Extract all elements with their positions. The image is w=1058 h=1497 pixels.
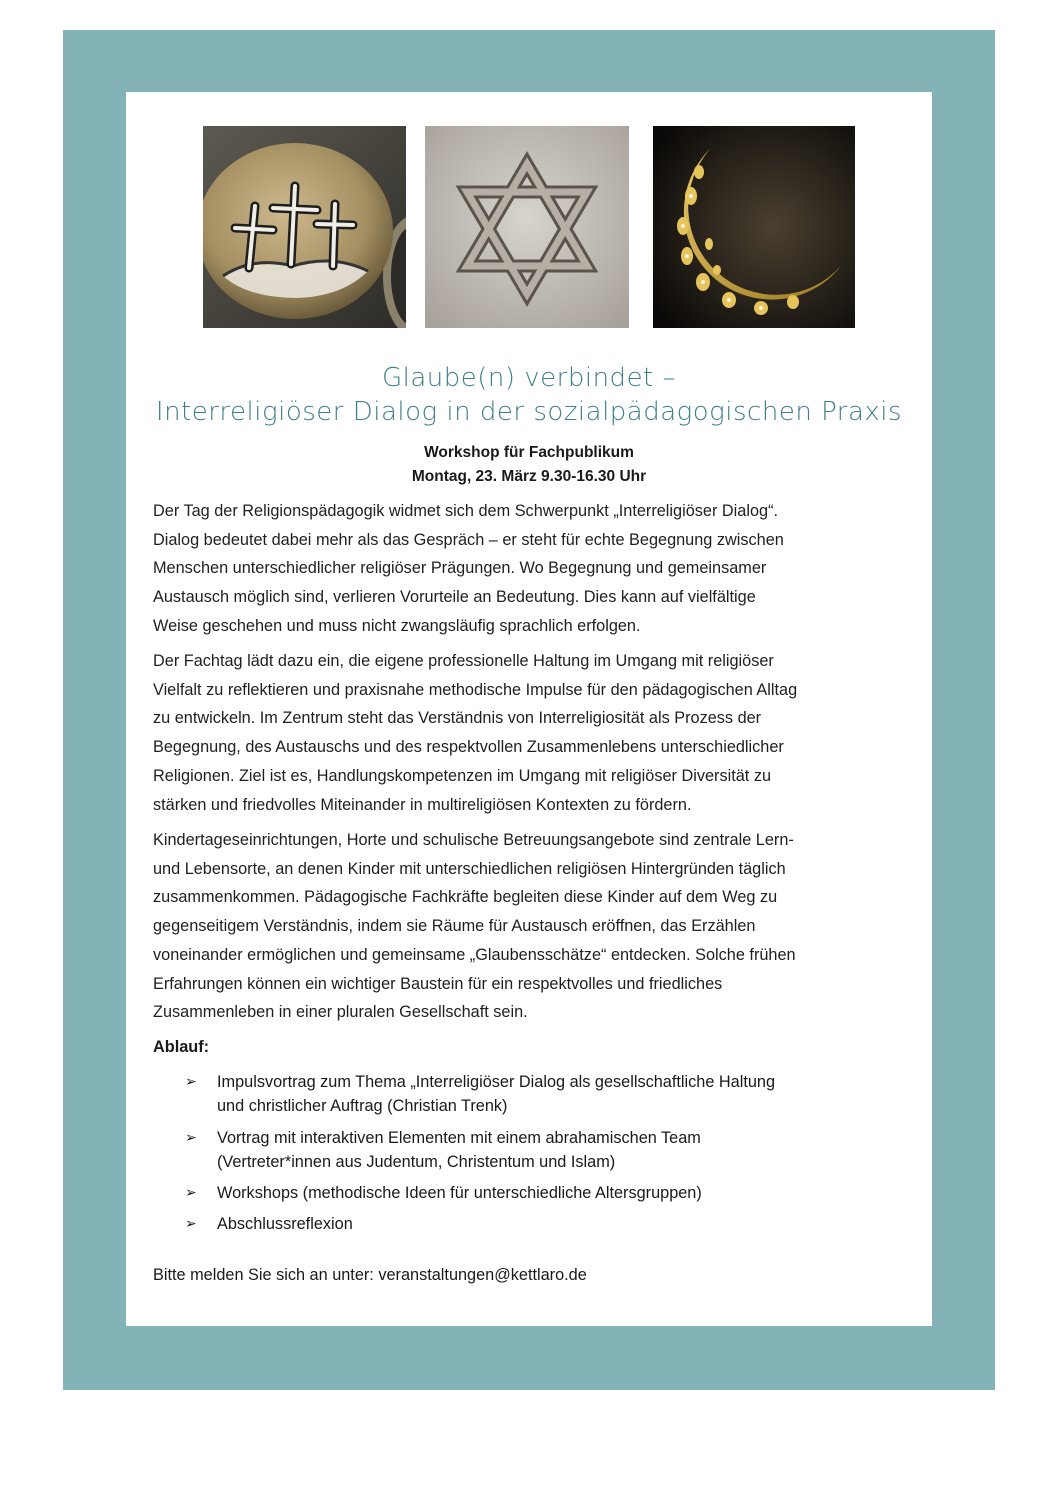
title-line-1: Glaube(n) verbindet – bbox=[381, 363, 677, 393]
list-item bbox=[185, 1070, 775, 1118]
title-line-2: Interreligiöser Dialog in der sozialpädagogischen Praxis bbox=[155, 397, 903, 427]
text-line: und Lebensorte, an denen Kinder mit unterschiedlichen religiösen Hintergründen täglich bbox=[153, 859, 786, 878]
text-line: Impulsvortrag zum Thema „Interreligiöser Dialog als gesellschaftliche Haltung bbox=[217, 1073, 776, 1091]
ablauf-heading: Ablauf: bbox=[153, 1038, 210, 1056]
signup-text: Bitte melden Sie sich an unter: bbox=[153, 1266, 379, 1284]
text-line: Weise geschehen und muss nicht zwangsläufig sprachlich erfolgen. bbox=[153, 616, 641, 635]
star-of-david-icon bbox=[425, 126, 629, 328]
arrowhead-bullet-icon: ➢ bbox=[185, 1074, 197, 1090]
paragraph-fachtag bbox=[153, 647, 873, 819]
text-line: Kindertageseinrichtungen, Horte und schulische Betreuungsangebote sind zentrale Lern- bbox=[153, 831, 794, 849]
text-line: stärken und friedvolles Miteinander in multireligiösen Kontexten zu fördern. bbox=[153, 795, 692, 814]
list-item bbox=[185, 1181, 702, 1205]
text-line: und christlicher Auftrag (Christian Trenk) bbox=[217, 1097, 508, 1115]
crescent-moon-icon bbox=[653, 126, 855, 328]
text-line: zusammenkommen. Pädagogische Fachkräfte begleiten diese Kinder auf dem Weg zu bbox=[153, 888, 778, 907]
text-line: Zusammenleben in einer pluralen Gesellschaft sein. bbox=[153, 1003, 528, 1022]
text-line: (Vertreter*innen aus Judentum, Christentum und Islam) bbox=[217, 1153, 616, 1171]
paragraph-intro bbox=[153, 497, 873, 641]
paragraph-einrichtungen bbox=[153, 826, 873, 1027]
signup-line bbox=[153, 1266, 587, 1285]
subtitle-audience: Workshop für Fachpublikum bbox=[424, 444, 634, 461]
arrowhead-bullet-icon: ➢ bbox=[185, 1216, 197, 1232]
text-line: Dialog bedeutet dabei mehr als das Gespräch – er steht für echte Begegnung zwischen bbox=[153, 530, 784, 549]
signup-email-link[interactable]: veranstaltungen@kettlaro.de bbox=[378, 1266, 587, 1284]
text-line: zu entwickeln. Im Zentrum steht das Verständnis von Interreligiosität als Prozess der bbox=[153, 709, 762, 728]
text-line: gegenseitigem Verständnis, indem sie Räume für Austausch eröffnen, das Erzählen bbox=[153, 917, 756, 936]
text-line: Vortrag mit interaktiven Elementen mit einem abrahamischen Team bbox=[217, 1129, 701, 1147]
text-line: Vielfalt zu reflektieren und praxisnahe methodische Impulse für den pädagogischen Alltag bbox=[153, 680, 798, 699]
three-crosses-icon bbox=[203, 126, 406, 328]
subtitle-date: Montag, 23. März 9.30-16.30 Uhr bbox=[411, 468, 647, 485]
arrowhead-bullet-icon: ➢ bbox=[185, 1130, 197, 1146]
text-line: Workshops (methodische Ideen für unterschiedliche Altersgruppen) bbox=[217, 1184, 702, 1202]
list-item bbox=[185, 1126, 701, 1174]
text-line: Der Fachtag lädt dazu ein, die eigene professionelle Haltung im Umgang mit religiöser bbox=[153, 652, 774, 670]
list-item bbox=[185, 1212, 353, 1236]
text-line: Austausch möglich sind, verlieren Vorurteile an Bedeutung. Dies kann auf vielfältige bbox=[153, 588, 756, 607]
text-line: Menschen unterschiedlicher religiöser Prägungen. Wo Begegnung und gemeinsamer bbox=[153, 559, 767, 578]
arrowhead-bullet-icon: ➢ bbox=[185, 1185, 197, 1201]
text-line: Religionen. Ziel ist es, Handlungskompetenzen im Umgang mit religiöser Diversität zu bbox=[153, 766, 772, 785]
text-line: voneinander ermöglichen und gemeinsame „Glaubensschätze“ entdecken. Solche frühen bbox=[153, 945, 796, 964]
text-line: Begegnung, des Austauschs und des respektvollen Zusammenlebens unterschiedlicher bbox=[153, 738, 784, 757]
text-line: Abschlussreflexion bbox=[217, 1215, 353, 1233]
text-line: Erfahrungen können ein wichtiger Baustein für ein respektvolles und friedliches bbox=[153, 974, 723, 993]
text-line: Der Tag der Religionspädagogik widmet sich dem Schwerpunkt „Interreligiöser Dialog“. bbox=[153, 502, 779, 520]
